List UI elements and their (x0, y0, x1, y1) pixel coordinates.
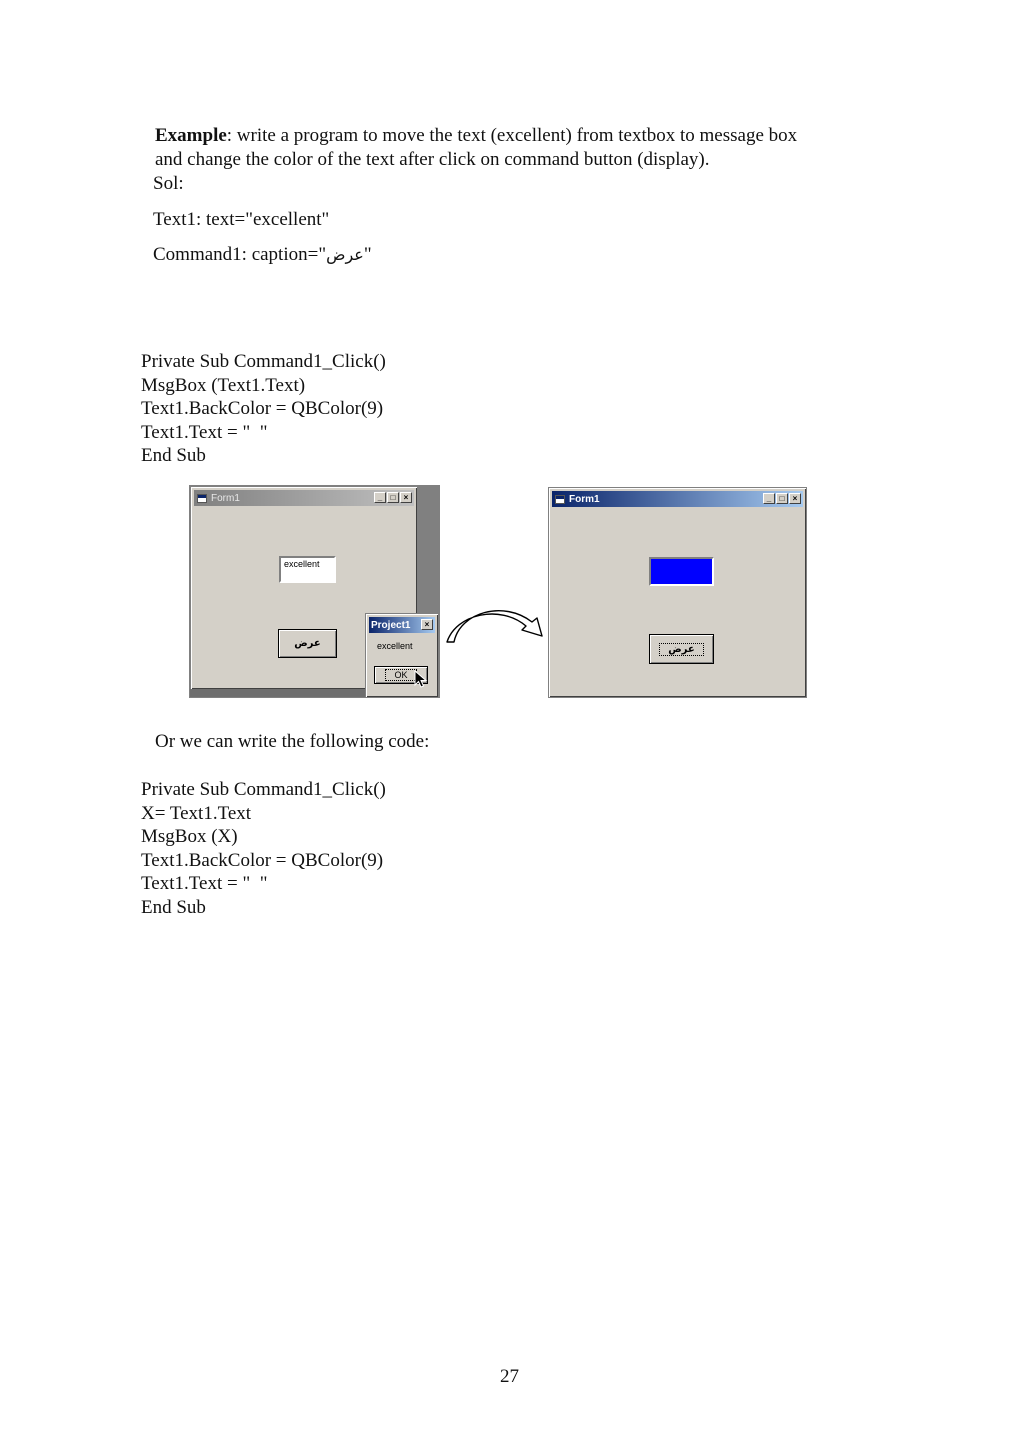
example-line-1-text: : write a program to move the text (excellent) from textbox to message box (226, 125, 798, 146)
left-form-title: Form1 (211, 492, 240, 504)
maximize-button[interactable]: □ (776, 493, 788, 504)
sol-label: Sol: (153, 173, 184, 194)
display-button[interactable] (278, 629, 337, 658)
code-line: Text1.Text = " " (141, 873, 268, 895)
code-block-2 (141, 778, 386, 920)
text1-textbox-blue[interactable] (649, 557, 714, 586)
form-app-icon (197, 494, 207, 503)
code-line: X= Text1.Text (141, 802, 252, 824)
command1-caption: عرض (326, 245, 364, 264)
example-line-2: and change the color of the text after click on command button (display). (155, 149, 710, 170)
code-line: Private Sub Command1_Click() (141, 351, 386, 372)
mouse-cursor-icon (414, 670, 430, 690)
code-block-1 (141, 350, 386, 468)
left-form-titlebar (194, 490, 414, 506)
code-line: Private Sub Command1_Click() (141, 779, 386, 800)
msgbox-window (365, 613, 439, 698)
command1-prefix: Command1: caption=" (153, 244, 327, 265)
right-form-titlebar (552, 491, 803, 507)
msgbox-message: excellent (377, 641, 413, 651)
display-button-label: عرض (294, 638, 321, 649)
display-button[interactable] (649, 634, 714, 664)
form-app-icon (555, 495, 565, 504)
code-line: End Sub (141, 896, 206, 918)
example-line-1 (155, 124, 797, 148)
msgbox-close-button[interactable]: × (421, 619, 433, 630)
right-form-window (548, 487, 807, 698)
text1-textbox[interactable]: excellent (279, 556, 336, 583)
maximize-button[interactable]: □ (387, 492, 399, 503)
code-line: Text1.Text = " " (141, 421, 268, 443)
text1-property: Text1: text="excellent" (153, 209, 330, 230)
command1-suffix: " (363, 244, 372, 265)
display-button-label: عرض (659, 643, 704, 656)
code-line: Text1.BackColor = QBColor(9) (141, 849, 384, 871)
close-button[interactable]: × (400, 492, 412, 503)
curved-arrow-icon (444, 606, 546, 646)
alt-intro: Or we can write the following code: (155, 731, 430, 752)
minimize-button[interactable]: _ (374, 492, 386, 503)
code-line: MsgBox (X) (141, 826, 238, 848)
code-line: MsgBox (Text1.Text) (141, 374, 306, 396)
msgbox-title: Project1 (371, 619, 411, 631)
example-label: Example (155, 125, 227, 146)
right-form-title: Form1 (569, 493, 600, 505)
code-line: End Sub (141, 445, 206, 467)
left-screenshot (189, 485, 440, 698)
close-button[interactable]: × (789, 493, 801, 504)
minimize-button[interactable]: _ (763, 493, 775, 504)
command1-property (153, 243, 372, 267)
code-line: Text1.BackColor = QBColor(9) (141, 398, 384, 420)
ok-button-label: OK (385, 669, 416, 681)
page-number: 27 (500, 1366, 519, 1387)
msgbox-titlebar (369, 617, 435, 633)
